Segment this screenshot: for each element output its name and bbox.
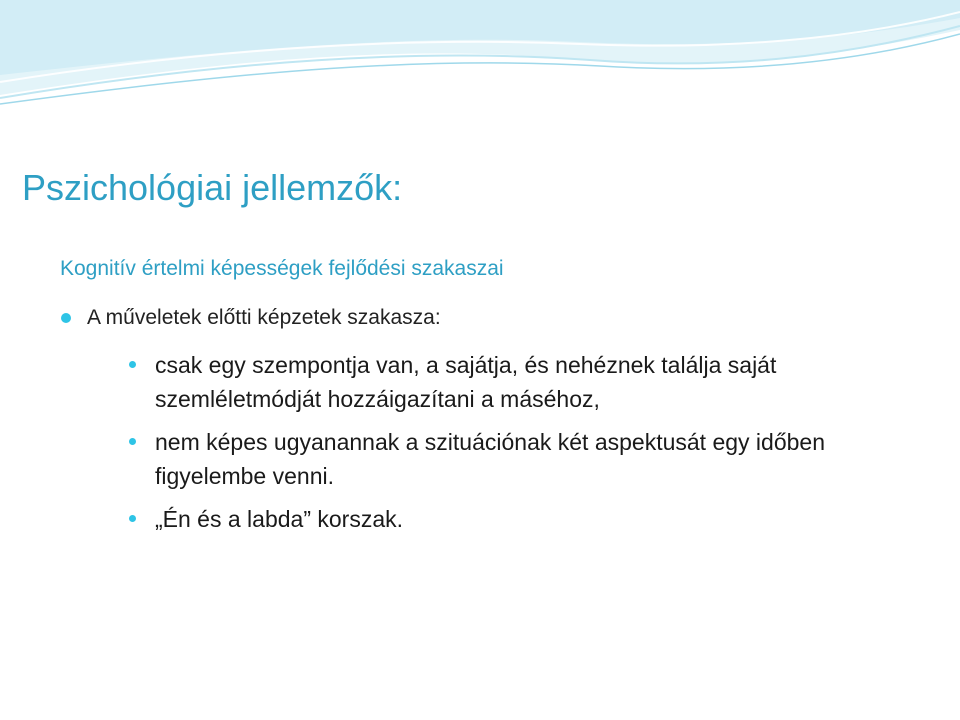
main-bullet-list bbox=[60, 304, 441, 332]
sub-bullet-text: csak egy szempontja van, a sajátja, és nehéznek találja saját szemléletmódját hozzáigazítani a máséhoz, bbox=[155, 352, 777, 412]
sub-bullet-list bbox=[128, 348, 928, 545]
sub-bullet bbox=[128, 502, 928, 536]
circle-bullet-icon bbox=[129, 438, 136, 445]
slide-title: Pszichológiai jellemzők: bbox=[22, 167, 403, 208]
wave-banner-icon bbox=[0, 0, 960, 110]
main-bullet-text: A műveletek előtti képzetek szakasza: bbox=[87, 306, 441, 329]
sub-bullet bbox=[128, 425, 928, 493]
sub-bullet bbox=[128, 348, 928, 416]
main-bullet bbox=[60, 304, 441, 332]
sub-bullet-text: nem képes ugyanannak a szituációnak két aspektusát egy időben figyelembe venni. bbox=[155, 429, 825, 489]
sub-bullet-text: „Én és a labda” korszak. bbox=[155, 506, 404, 532]
circle-bullet-icon bbox=[129, 361, 136, 368]
circle-bullet-icon bbox=[61, 313, 71, 323]
circle-bullet-icon bbox=[129, 515, 136, 522]
slide-subtitle: Kognitív értelmi képességek fejlődési szakaszai bbox=[60, 257, 504, 280]
